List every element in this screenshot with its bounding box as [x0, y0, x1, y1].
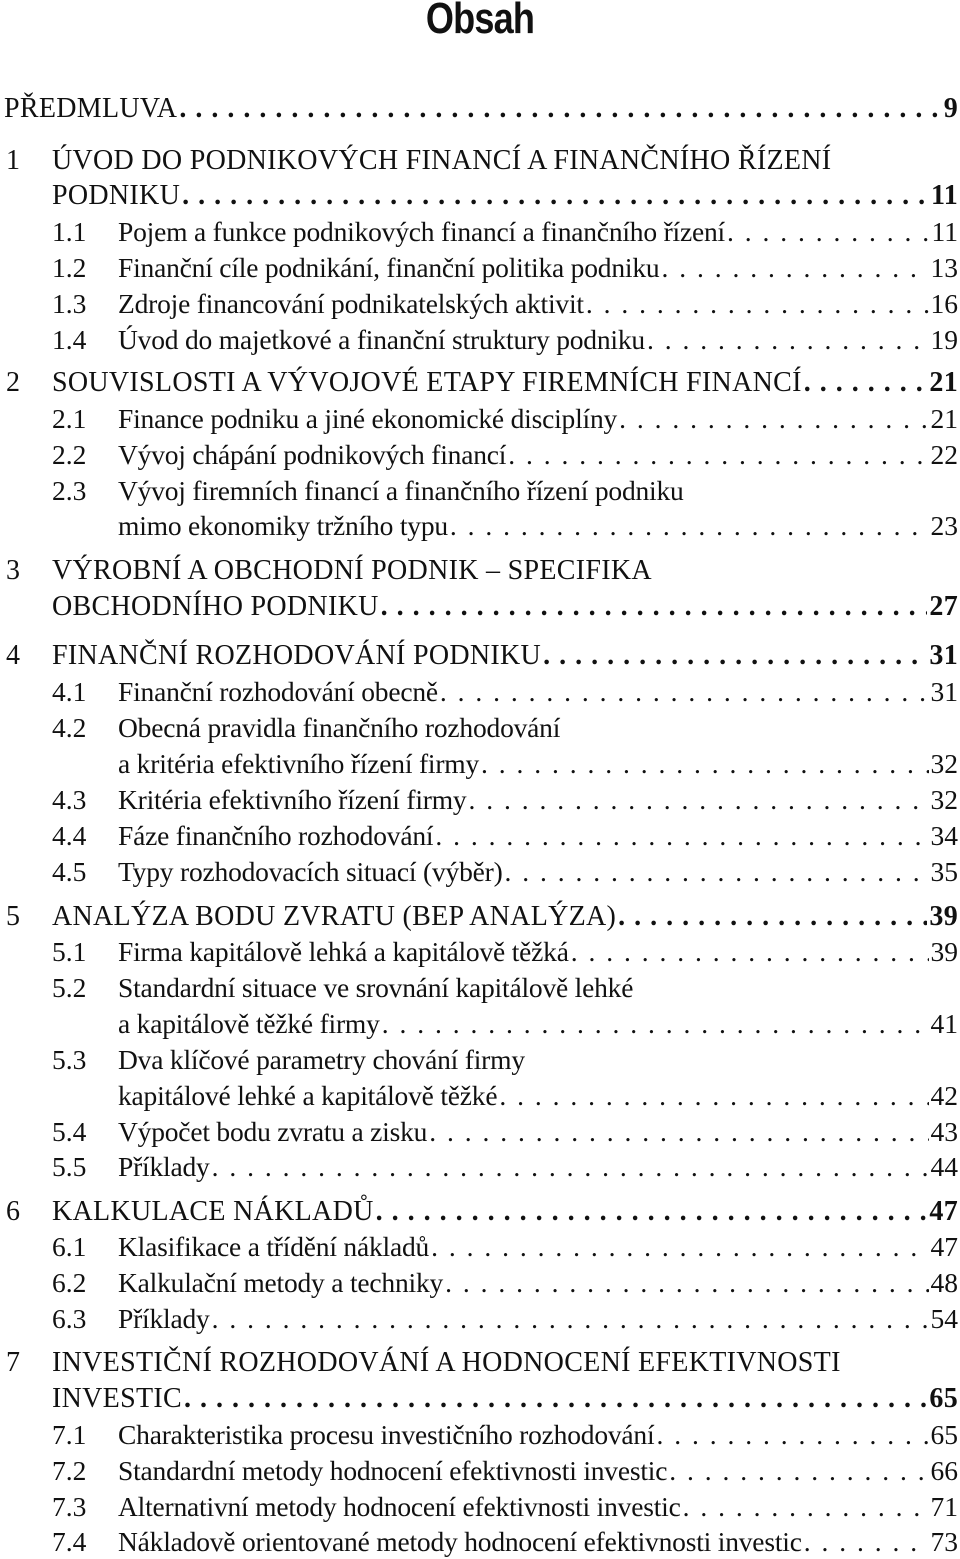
toc-entry-page: 21: [929, 367, 958, 398]
toc-entry-title: Alternativní metody hodnocení efektivnosti investic: [118, 1491, 681, 1522]
dot-leader: [543, 639, 927, 673]
dot-leader: [571, 935, 929, 969]
toc-entry-chapter-5[interactable]: [0, 900, 958, 934]
toc-entry-page: 39: [929, 901, 958, 932]
dot-leader: [450, 509, 929, 543]
dot-leader: [376, 1195, 928, 1229]
toc-entry-page: 47: [930, 1231, 958, 1262]
toc-entry-page: 21: [930, 403, 958, 434]
toc-entry-title: Fáze finančního rozhodování: [118, 820, 434, 851]
toc-entry-page: 42: [930, 1080, 958, 1111]
toc-entry-number: 5.4: [52, 1116, 87, 1147]
page-title: Obsah: [425, 0, 535, 43]
toc-entry-foreword[interactable]: [0, 92, 958, 126]
toc-entry-5-4[interactable]: [0, 1115, 958, 1149]
toc-entry-page: 43: [930, 1116, 958, 1147]
toc-entry-chapter-3[interactable]: [0, 554, 958, 588]
toc-entry-title: FINANČNÍ ROZHODOVÁNÍ PODNIKU: [52, 640, 542, 671]
toc-entry-title: Kalkulační metody a techniky: [118, 1267, 444, 1298]
toc-entry-4-1[interactable]: [0, 675, 958, 709]
toc-entry-1-1[interactable]: [0, 215, 958, 249]
toc-entry-number: 6.3: [52, 1303, 87, 1334]
toc-entry-title: Vývoj chápání podnikových financí: [118, 439, 507, 470]
toc-entry-title: Standardní situace ve srovnání kapitálově lehké: [118, 972, 634, 1003]
toc-entry-number: 2: [6, 367, 21, 398]
dot-leader: [619, 402, 928, 436]
toc-entry-page: 22: [930, 439, 958, 470]
toc-entry-number: 4.4: [52, 820, 87, 851]
toc-entry-page: 34: [930, 820, 958, 851]
dot-leader: [647, 323, 929, 357]
toc-entry-page: 11: [930, 180, 958, 211]
toc-entry-chapter-3-cont[interactable]: [0, 590, 958, 624]
toc-entry-title: Charakteristika procesu investičního rozhodování: [118, 1419, 655, 1450]
toc-entry-number: 1: [6, 145, 21, 176]
toc-entry-title: Finanční cíle podnikání, finanční politika podniku: [118, 252, 660, 283]
toc-entry-title: Úvod do majetkové a finanční struktury podniku: [118, 324, 645, 355]
toc-entry-title: Standardní metody hodnocení efektivnosti investic: [118, 1455, 668, 1486]
toc-entry-7-2[interactable]: [0, 1454, 958, 1488]
toc-entry-number: 2.3: [52, 475, 87, 506]
toc-entry-title: a kritéria efektivního řízení firmy: [118, 748, 480, 779]
toc-entry-number: 4.1: [52, 676, 87, 707]
toc-entry-title: Výpočet bodu zvratu a zisku: [118, 1116, 428, 1147]
dot-leader: [656, 1418, 928, 1452]
toc-entry-title: Zdroje financování podnikatelských aktivit: [118, 288, 584, 319]
toc-entry-number: 4.5: [52, 856, 87, 887]
toc-entry-title: kapitálové lehké a kapitálově těžké: [118, 1080, 498, 1111]
toc-entry-page: 19: [930, 324, 958, 355]
toc-entry-chapter-4[interactable]: [0, 639, 958, 673]
dot-leader: [683, 1490, 929, 1524]
toc-entry-number: 1.4: [52, 324, 87, 355]
toc-entry-page: 32: [930, 784, 958, 815]
toc-entry-title: Finance podniku a jiné ekonomické disciplíny: [118, 403, 618, 434]
toc-entry-title: Příklady: [118, 1303, 210, 1334]
toc-entry-2-2[interactable]: [0, 438, 958, 472]
toc-entry-number: 5.5: [52, 1151, 87, 1182]
toc-entry-title: VÝROBNÍ A OBCHODNÍ PODNIK – SPECIFIKA: [52, 555, 652, 586]
toc-entry-page: 66: [930, 1455, 958, 1486]
toc-entry-6-2[interactable]: [0, 1266, 958, 1300]
toc-entry-number: 5: [6, 901, 21, 932]
toc-entry-page: 65: [929, 1383, 958, 1414]
dot-leader: [669, 1454, 928, 1488]
dot-leader: [661, 251, 928, 285]
toc-entry-page: 35: [930, 856, 958, 887]
toc-entry-title: Finanční rozhodování obecně: [118, 676, 438, 707]
toc-entry-4-5[interactable]: [0, 855, 958, 889]
toc-entry-title: Klasifikace a třídění nákladů: [118, 1231, 430, 1262]
toc-entry-page: 73: [930, 1526, 958, 1557]
toc-entry-title: PODNIKU: [52, 180, 181, 211]
toc-entry-number: 2.1: [52, 403, 87, 434]
toc-entry-page: 44: [930, 1151, 958, 1182]
toc-entry-title: Firma kapitálově lehká a kapitálově těžká: [118, 936, 569, 967]
toc-entry-title: SOUVISLOSTI A VÝVOJOVÉ ETAPY FIREMNÍCH FINANCÍ: [52, 367, 802, 398]
dot-leader: [212, 1150, 929, 1184]
toc-entry-number: 6.2: [52, 1267, 87, 1298]
toc-entry-page: 65: [930, 1419, 958, 1450]
dot-leader: [435, 819, 928, 853]
toc-entry-page: 54: [930, 1303, 958, 1334]
toc-entry-page: 39: [930, 936, 958, 967]
dot-leader: [184, 1382, 927, 1416]
toc-entry-title: mimo ekonomiky tržního typu: [118, 510, 448, 541]
toc-entry-4-4[interactable]: [0, 819, 958, 853]
toc-entry-number: 6: [6, 1196, 21, 1227]
dot-leader: [804, 366, 928, 400]
dot-leader: [445, 1266, 928, 1300]
toc-entry-1-2[interactable]: [0, 251, 958, 285]
toc-entry-5-2-cont[interactable]: [0, 1007, 958, 1041]
toc-entry-number: 7.1: [52, 1419, 87, 1450]
toc-entry-7-4[interactable]: [0, 1525, 958, 1559]
toc-entry-number: 7.4: [52, 1526, 87, 1557]
toc-entry-title: a kapitálově těžké firmy: [118, 1008, 380, 1039]
toc-entry-page: 31: [930, 676, 958, 707]
toc-entry-title: INVESTIC: [52, 1383, 182, 1414]
toc-entry-number: 4: [6, 640, 21, 671]
toc-entry-page: 11: [931, 216, 958, 247]
toc-entry-4-2-cont[interactable]: [0, 747, 958, 781]
dot-leader: [505, 855, 929, 889]
toc-entry-page: 47: [929, 1196, 958, 1227]
dot-leader: [179, 92, 941, 126]
toc-entry-number: 1.2: [52, 252, 87, 283]
toc-entry-number: 4.3: [52, 784, 87, 815]
dot-leader: [481, 747, 928, 781]
toc-entry-7-3[interactable]: [0, 1490, 958, 1524]
toc-entry-number: 7: [6, 1347, 21, 1378]
toc-entry-chapter-7[interactable]: [0, 1346, 958, 1380]
toc-entry-title: Příklady: [118, 1151, 210, 1182]
toc-entry-page: 9: [943, 93, 958, 124]
toc-entry-title: Kritéria efektivního řízení firmy: [118, 784, 467, 815]
dot-leader: [618, 900, 927, 934]
dot-leader: [440, 675, 929, 709]
toc-entry-5-3[interactable]: [0, 1043, 958, 1077]
toc-entry-number: 5.3: [52, 1044, 87, 1075]
dot-leader: [586, 287, 929, 321]
toc-entry-7-1[interactable]: [0, 1418, 958, 1452]
toc-entry-page: 32: [930, 748, 958, 779]
toc-entry-title: KALKULACE NÁKLADŮ: [52, 1196, 374, 1227]
dot-leader: [381, 590, 928, 624]
toc-entry-page: 13: [930, 252, 958, 283]
toc-entry-number: 1.1: [52, 216, 87, 247]
toc-entry-2-3[interactable]: [0, 474, 958, 508]
toc-entry-5-3-cont[interactable]: [0, 1079, 958, 1113]
toc-entry-title: PŘEDMLUVA: [4, 93, 178, 124]
toc-entry-title: ANALÝZA BODU ZVRATU (BEP ANALÝZA): [52, 901, 617, 932]
dot-leader: [508, 438, 928, 472]
toc-entry-title: ÚVOD DO PODNIKOVÝCH FINANCÍ A FINANČNÍHO ŘÍZENÍ: [52, 145, 832, 176]
toc-entry-2-1[interactable]: [0, 402, 958, 436]
toc-entry-6-3[interactable]: [0, 1302, 958, 1336]
toc-entry-5-2[interactable]: [0, 971, 958, 1005]
dot-leader: [431, 1230, 928, 1264]
toc-entry-1-4[interactable]: [0, 323, 958, 357]
toc-entry-page: 16: [930, 288, 958, 319]
toc-entry-2-3-cont[interactable]: [0, 509, 958, 543]
toc-entry-page: 27: [929, 591, 958, 622]
dot-leader: [468, 783, 928, 817]
dot-leader: [182, 179, 929, 213]
toc-entry-title: Vývoj firemních financí a finančního řízení podniku: [118, 475, 684, 506]
dot-leader: [382, 1007, 929, 1041]
toc-entry-chapter-1-cont[interactable]: [0, 179, 958, 213]
dot-leader: [212, 1302, 929, 1336]
toc-entry-chapter-2[interactable]: [0, 366, 958, 400]
toc-entry-number: 7.3: [52, 1491, 87, 1522]
toc-entry-title: OBCHODNÍHO PODNIKU: [52, 591, 379, 622]
toc-entry-title: Obecná pravidla finančního rozhodování: [118, 712, 561, 743]
toc-entry-number: 2.2: [52, 439, 87, 470]
toc-entry-chapter-7-cont[interactable]: [0, 1382, 958, 1416]
dot-leader: [727, 215, 930, 249]
toc-entry-page: 31: [929, 640, 958, 671]
toc-entry-number: 6.1: [52, 1231, 87, 1262]
toc-entry-5-5[interactable]: [0, 1150, 958, 1184]
toc-entry-page: 41: [930, 1008, 958, 1039]
toc-entry-number: 7.2: [52, 1455, 87, 1486]
toc-entry-title: Typy rozhodovacích situací (výběr): [118, 856, 503, 887]
toc-entry-title: Nákladově orientované metody hodnocení efektivnosti investic: [118, 1526, 802, 1557]
toc-entry-1-3[interactable]: [0, 287, 958, 321]
toc-entry-chapter-6[interactable]: [0, 1195, 958, 1229]
toc-entry-number: 4.2: [52, 712, 87, 743]
dot-leader: [804, 1525, 929, 1559]
toc-entry-4-3[interactable]: [0, 783, 958, 817]
toc-entry-page: 23: [930, 510, 958, 541]
toc-entry-title: INVESTIČNÍ ROZHODOVÁNÍ A HODNOCENÍ EFEKTIVNOSTI: [52, 1347, 841, 1378]
toc-entry-6-1[interactable]: [0, 1230, 958, 1264]
dot-leader: [499, 1079, 928, 1113]
toc-entry-page: 48: [930, 1267, 958, 1298]
toc-entry-number: 5.2: [52, 972, 87, 1003]
toc-entry-4-2[interactable]: [0, 711, 958, 745]
toc-entry-number: 1.3: [52, 288, 87, 319]
dot-leader: [429, 1115, 928, 1149]
toc-entry-number: 3: [6, 555, 21, 586]
toc-entry-5-1[interactable]: [0, 935, 958, 969]
toc-entry-title: Pojem a funkce podnikových financí a finančního řízení: [118, 216, 725, 247]
toc-entry-page: 71: [930, 1491, 958, 1522]
toc-entry-chapter-1[interactable]: [0, 144, 958, 178]
toc-entry-number: 5.1: [52, 936, 87, 967]
toc-entry-title: Dva klíčové parametry chování firmy: [118, 1044, 525, 1075]
